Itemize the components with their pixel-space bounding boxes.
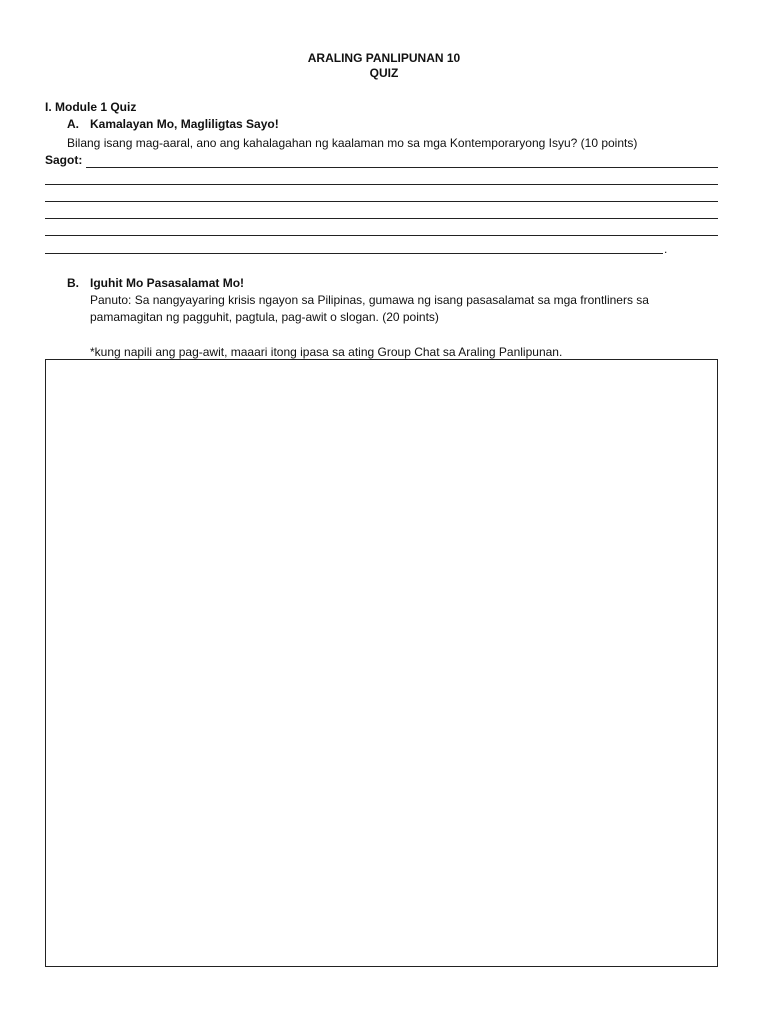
drawing-box[interactable]: [45, 359, 718, 967]
part-b-instruction-line2: pamamagitan ng pagguhit, pagtula, pag-awit o slogan. (20 points): [90, 310, 439, 324]
part-a-letter: A.: [67, 117, 79, 131]
answer-line[interactable]: [45, 218, 718, 219]
part-a-title: Kamalayan Mo, Magliligtas Sayo!: [90, 117, 279, 131]
answer-line[interactable]: [45, 235, 718, 236]
answer-line[interactable]: [45, 184, 718, 185]
answer-end-period: .: [664, 242, 668, 256]
document-title: ARALING PANLIPUNAN 10: [307, 51, 461, 65]
part-b-letter: B.: [67, 276, 79, 290]
part-b-instruction-line1: Panuto: Sa nangyayaring krisis ngayon sa Pilipinas, gumawa ng isang pasasalamat sa mga frontliners sa: [90, 293, 649, 307]
section-title: I. Module 1 Quiz: [45, 100, 137, 114]
part-a-question: Bilang isang mag-aaral, ano ang kahalagahan ng kaalaman mo sa mga Kontemporaryong Isyu? (10 points): [67, 136, 638, 150]
document-subtitle: QUIZ: [369, 66, 399, 80]
part-b-title: Iguhit Mo Pasasalamat Mo!: [90, 276, 245, 290]
answer-label: Sagot:: [45, 153, 83, 167]
answer-line[interactable]: [86, 167, 718, 168]
part-b-note: *kung napili ang pag-awit, maaari itong ipasa sa ating Group Chat sa Araling Panlipunan.: [90, 345, 563, 359]
answer-line[interactable]: [45, 253, 663, 254]
answer-line[interactable]: [45, 201, 718, 202]
